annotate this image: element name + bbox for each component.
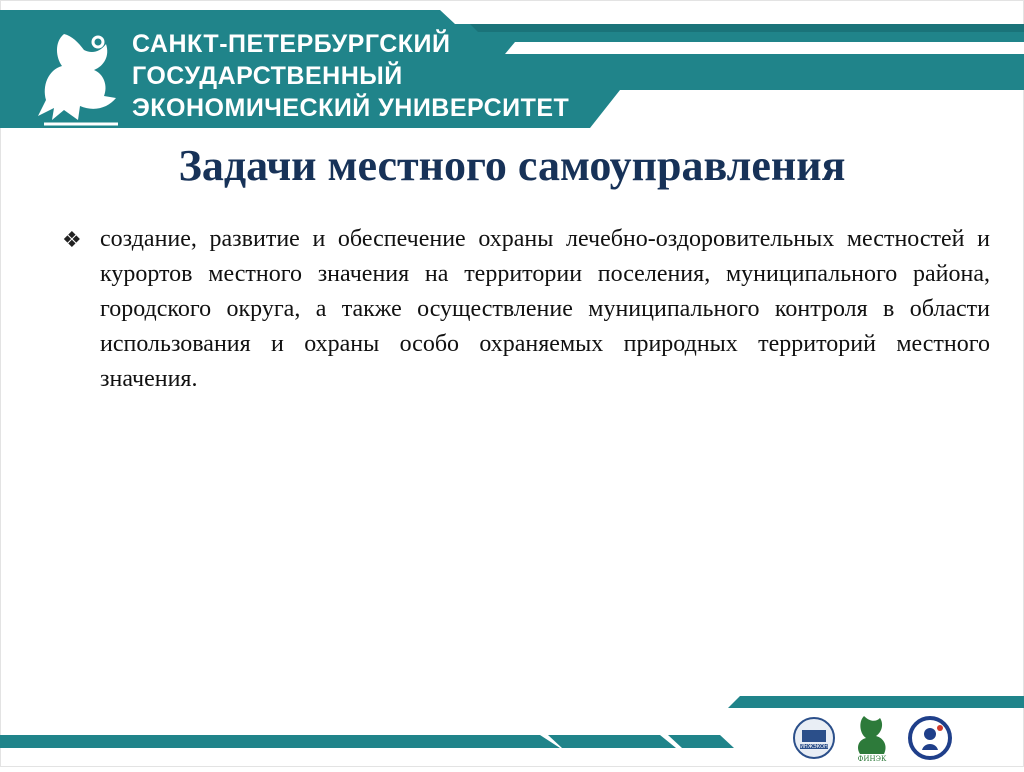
diamond-bullet-icon: ❖ [62, 228, 82, 253]
inzhekon-logo-icon [792, 716, 836, 765]
university-name-line: ЭКОНОМИЧЕСКИЙ УНИВЕРСИТЕТ [132, 94, 570, 122]
partner-logos [784, 712, 1014, 762]
university-name [132, 28, 569, 124]
inzhekon-caption: ИНЖЭКОН [800, 744, 828, 750]
partner-logo-icon [908, 716, 952, 765]
university-name-line: ГОСУДАРСТВЕННЫЙ [132, 62, 403, 90]
header-banner [0, 10, 1024, 130]
bullet-item: создание, развитие и обеспечение охраны лечебно-оздоровительных местностей и курортов местного значения на территории поселения, муниципального района, городского округа, а также осуществление муниципального контроля в области использования и охраны особо охраняемых природных территорий местного значения. [100, 226, 990, 392]
finek-caption: ФИНЭК [857, 755, 887, 762]
griffin-logo-icon [34, 28, 126, 126]
finek-logo-icon [850, 712, 894, 767]
university-name-line: САНКТ-ПЕТЕРБУРГСКИЙ [132, 30, 451, 58]
slide-title: Задачи местного самоуправления [178, 141, 846, 190]
